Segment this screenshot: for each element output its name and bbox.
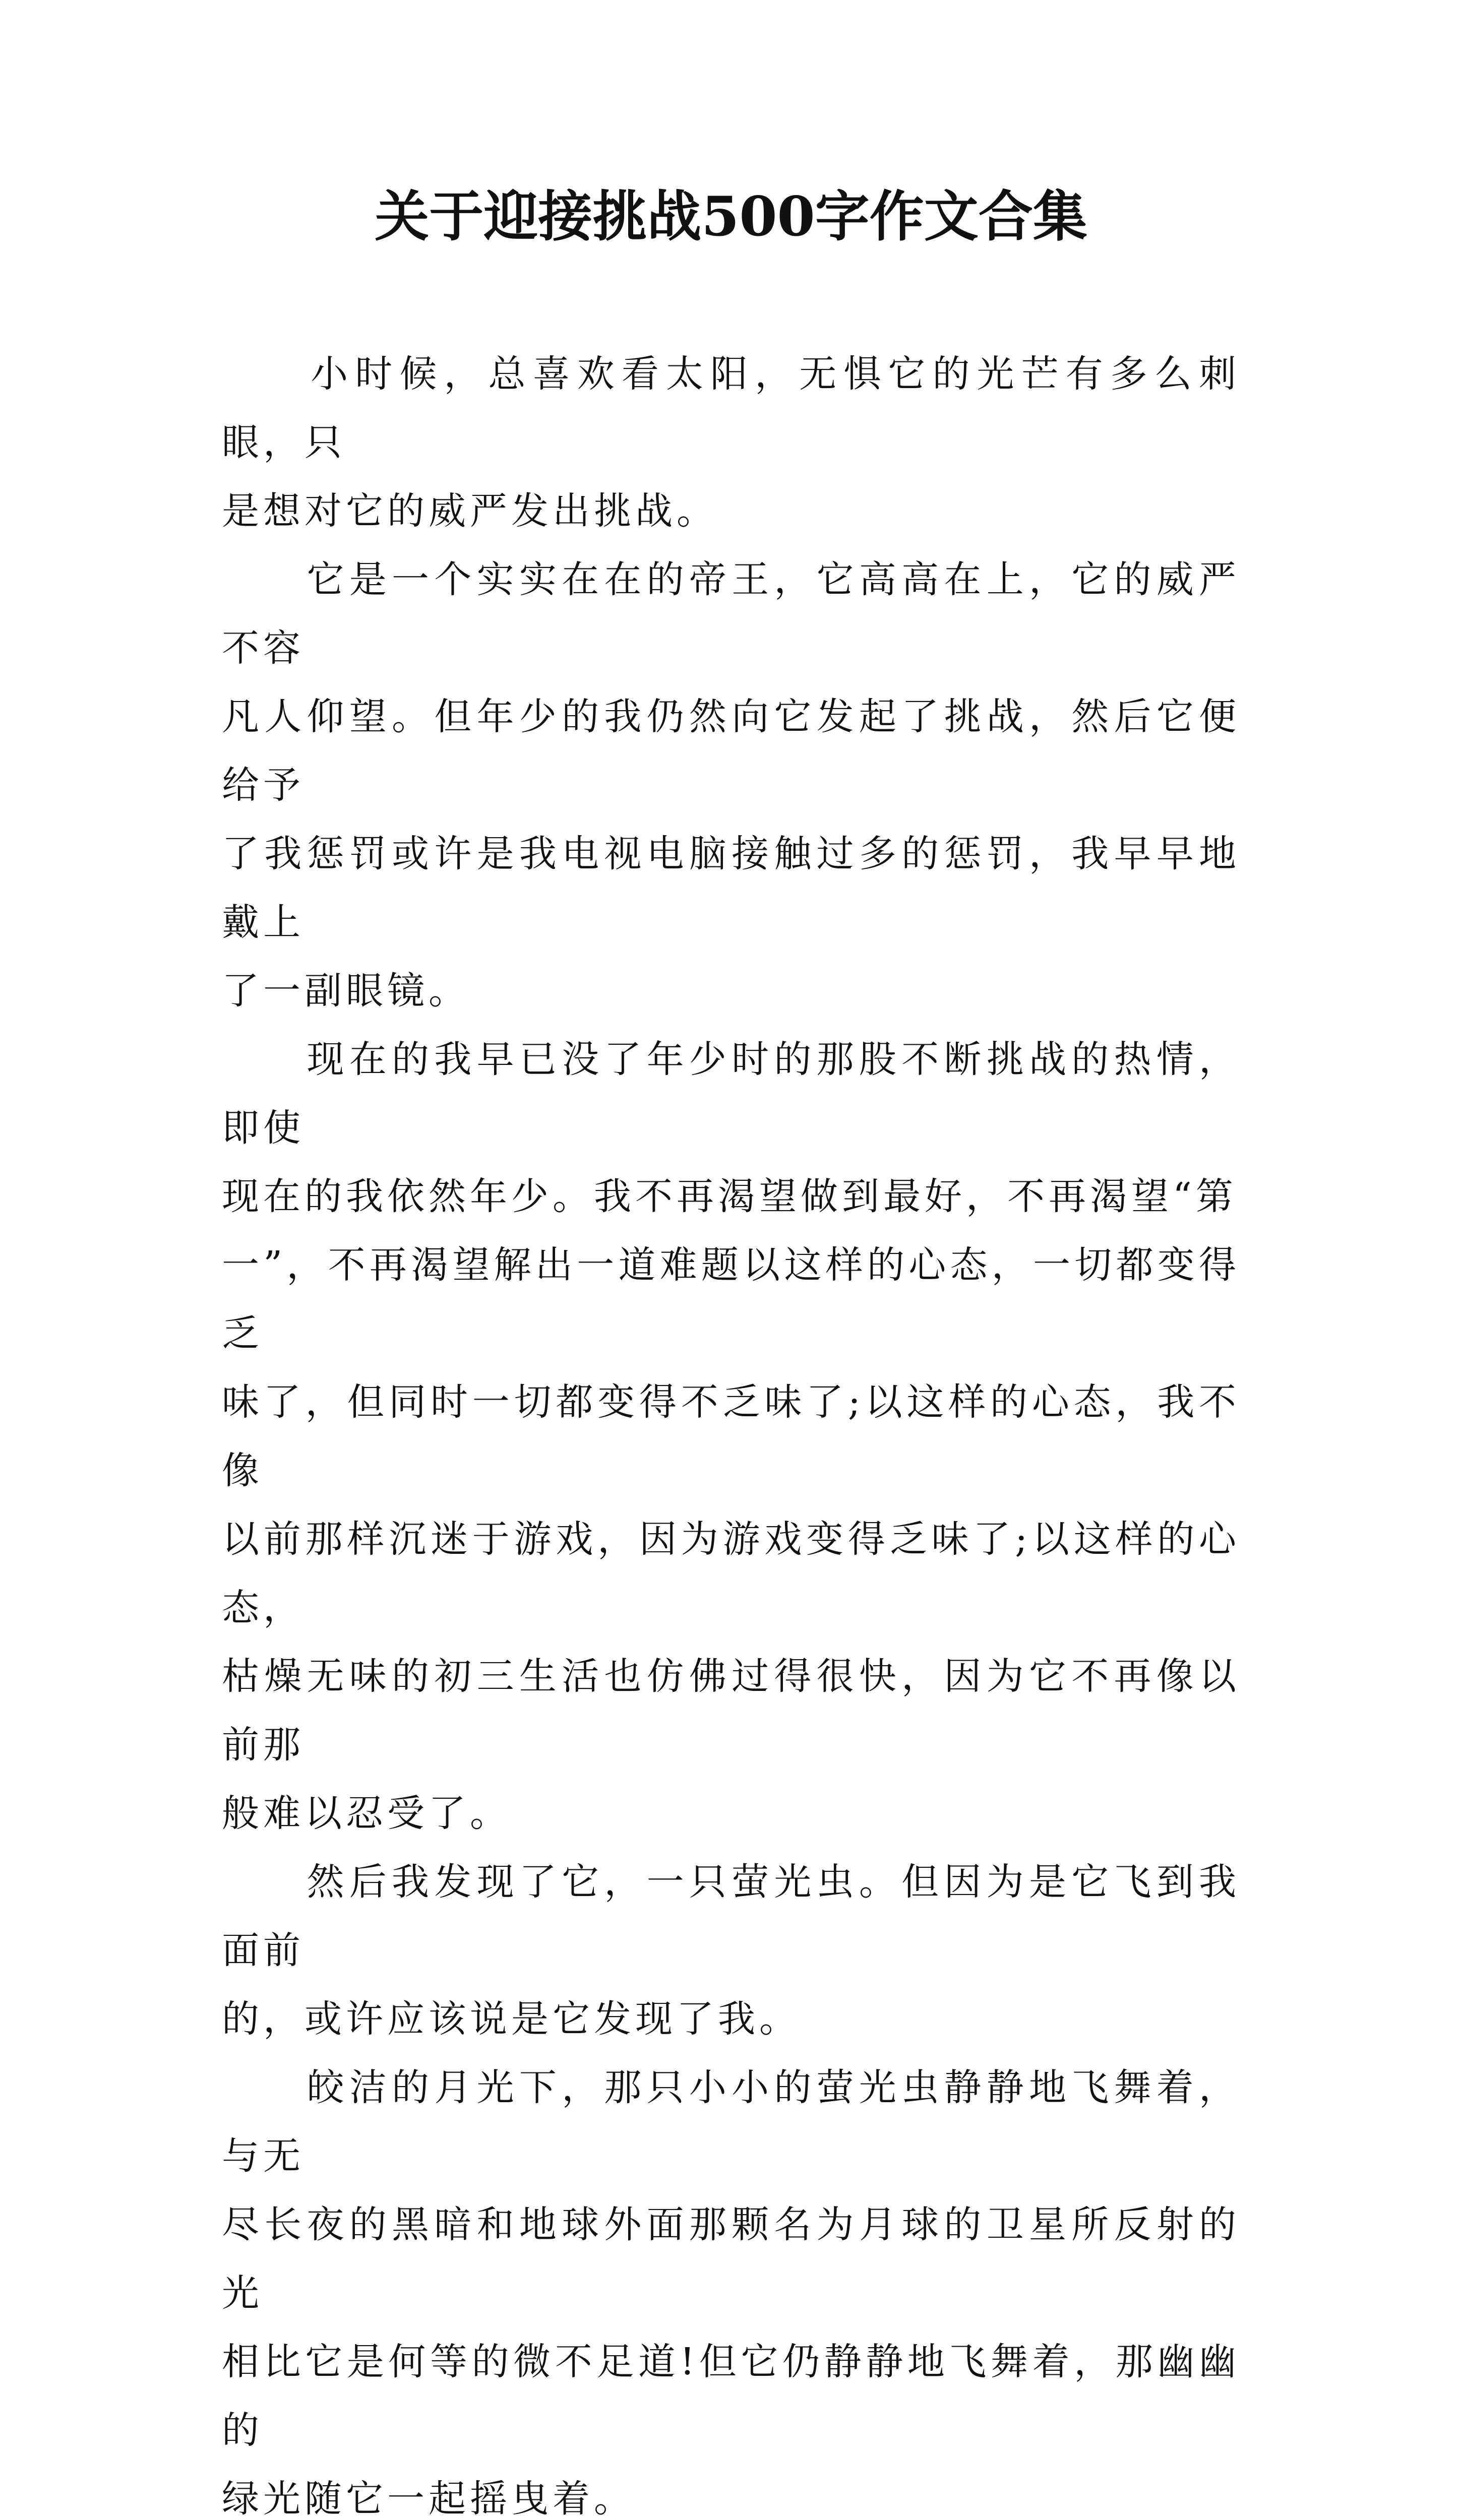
text-line: 绿光随它一起摇曳着。	[222, 2477, 635, 2520]
paragraph-5	[222, 2053, 1240, 2520]
text-line: 一”，不再渴望解出一道难题以这样的心态，一切都变得乏	[222, 1243, 1240, 1355]
essay-body	[222, 340, 1240, 2520]
text-line: 小时候，总喜欢看太阳，无惧它的光芒有多么刺眼，只	[222, 352, 1240, 464]
text-line: 枯燥无味的初三生活也仿佛过得很快，因为它不再像以前那	[222, 1655, 1240, 1767]
paragraph-2	[222, 545, 1240, 1025]
text-line: 以前那样沉迷于游戏，因为游戏变得乏味了;以这样的心态，	[222, 1518, 1240, 1629]
text-line: 现在的我依然年少。我不再渴望做到最好，不再渴望“第	[222, 1175, 1237, 1218]
text-line: 了一副眼镜。	[222, 969, 470, 1013]
text-line: 味了，但同时一切都变得不乏味了;以这样的心态，我不像	[222, 1380, 1240, 1492]
page-title: 关于迎接挑战500字作文合集	[375, 185, 1087, 248]
text-line: 般难以忍受了。	[222, 1792, 511, 1835]
text-line: 了我惩罚或许是我电视电脑接触过多的惩罚，我早早地戴上	[222, 832, 1240, 944]
text-line: 的，或许应该说是它发现了我。	[222, 1997, 801, 2041]
paragraph-3	[222, 1025, 1240, 1848]
text-line: 它是一个实实在在的帝王，它高高在上，它的威严不容	[222, 558, 1240, 670]
text-line: 相比它是何等的微不足道!但它仍静静地飞舞着，那幽幽的	[222, 2340, 1240, 2452]
paragraph-4	[222, 1848, 1240, 2053]
paragraph-1	[222, 340, 1240, 545]
text-line: 尽长夜的黑暗和地球外面那颗名为月球的卫星所反射的光	[222, 2203, 1240, 2315]
text-line: 凡人仰望。但年少的我仍然向它发起了挑战，然后它便给予	[222, 695, 1240, 807]
text-line: 然后我发现了它，一只萤光虫。但因为是它飞到我面前	[222, 1860, 1240, 1972]
text-line: 皎洁的月光下，那只小小的萤光虫静静地飞舞着，与无	[222, 2066, 1240, 2178]
text-line: 是想对它的威严发出挑战。	[222, 489, 718, 533]
text-line: 现在的我早已没了年少时的那股不断挑战的热情，即使	[222, 1038, 1240, 1150]
